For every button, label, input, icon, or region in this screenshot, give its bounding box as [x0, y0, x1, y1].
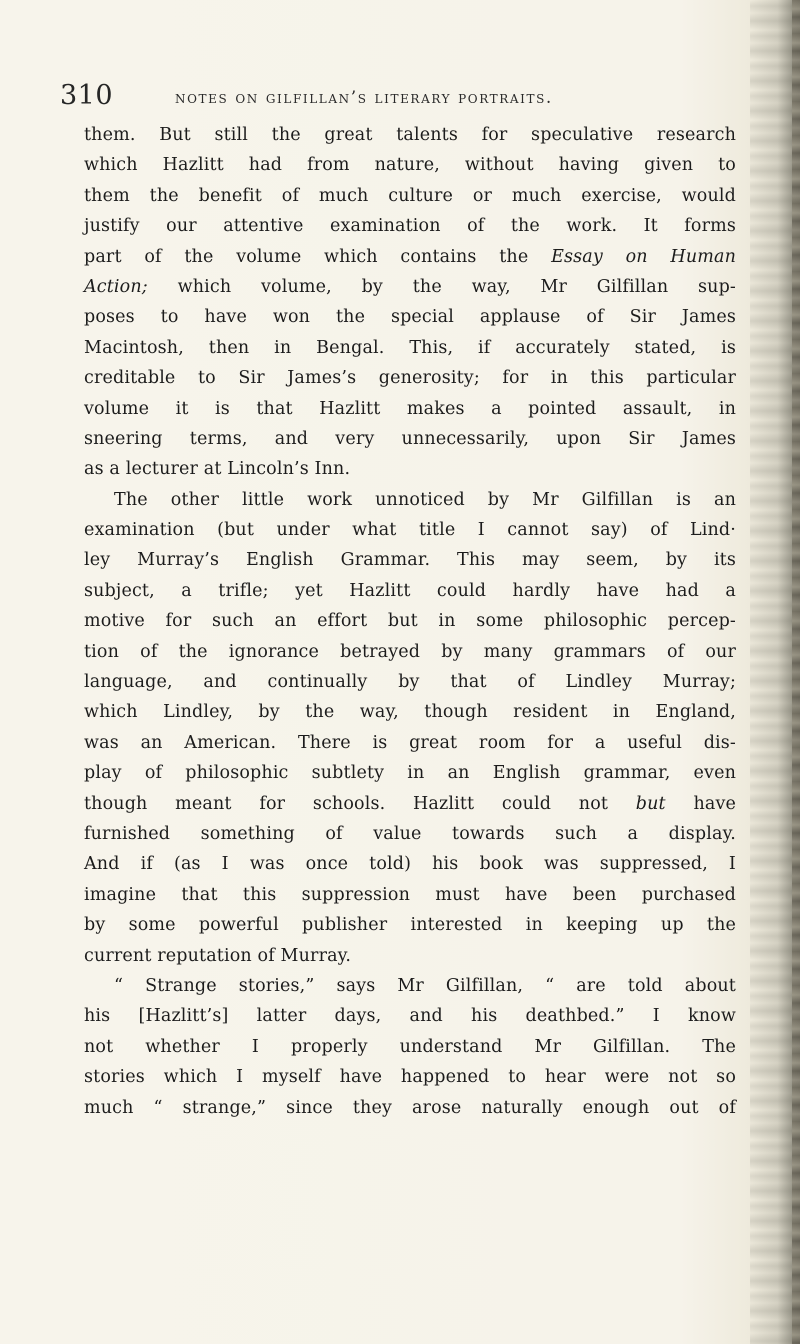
text-run: furnished something of value towards such a display.: [84, 823, 736, 844]
text-line: [84, 363, 736, 393]
text-run: motive for such an effort but in some philosophic percep-: [84, 611, 736, 632]
page-edge-binding: [792, 0, 800, 1344]
text-run: much “ strange,” since they arose naturally enough out of: [84, 1097, 736, 1118]
text-run: tion of the ignorance betrayed by many grammars of our: [84, 641, 736, 662]
text-run: which Hazlitt had from nature, without having given to: [84, 155, 736, 176]
text-run: volume it is that Hazlitt makes a pointed assault, in: [84, 398, 736, 419]
text-line: [84, 394, 736, 424]
text-run: current reputation of Murray.: [84, 945, 352, 966]
text-run: was an American. There is great room for a useful dis-: [84, 732, 736, 753]
text-run: sneering terms, and very unnecessarily, upon Sir James: [84, 428, 736, 449]
text-line: [84, 819, 736, 849]
text-run: not whether I properly understand Mr Gilfillan. The: [84, 1036, 736, 1057]
text-line: [84, 181, 736, 211]
text-line: [84, 1001, 736, 1031]
text-line: [84, 576, 736, 606]
text-line: [84, 971, 736, 1001]
text-run: And if (as I was once told) his book was suppressed, I: [84, 854, 736, 875]
text-line: [84, 667, 736, 697]
text-run: play of philosophic subtlety in an English grammar, even: [84, 763, 736, 784]
text-run: creditable to Sir James’s generosity; for in this particular: [84, 368, 736, 389]
text-run: ley Murray’s English Grammar. This may seem, by its: [84, 550, 736, 571]
text-line: [84, 637, 736, 667]
text-line: [84, 485, 736, 515]
text-line: [84, 515, 736, 545]
text-line: [84, 424, 736, 454]
text-line: [84, 728, 736, 758]
text-run: subject, a trifle; yet Hazlitt could hardly have had a: [84, 580, 736, 601]
text-line: [84, 1032, 736, 1062]
text-line: [84, 789, 736, 819]
text-line: [84, 242, 736, 272]
text-line: [84, 880, 736, 910]
text-line: [84, 333, 736, 363]
italic-text: Action;: [84, 276, 148, 297]
text-run: which Lindley, by the way, though resident in England,: [84, 702, 736, 723]
text-run: Macintosh, then in Bengal. This, if accurately stated, is: [84, 337, 736, 358]
text-line: [84, 211, 736, 241]
text-run: examination (but under what title I cannot say) of Lind·: [84, 520, 736, 541]
text-line: [84, 606, 736, 636]
text-line: [84, 1062, 736, 1092]
text-line: [84, 697, 736, 727]
text-run: justify our attentive examination of the work. It forms: [84, 216, 736, 237]
page-header: [60, 78, 740, 118]
text-run: stories which I myself have happened to hear were not so: [84, 1067, 736, 1088]
text-line: [84, 302, 736, 332]
text-run: The other little work unnoticed by Mr Gilfillan is an: [114, 489, 736, 510]
text-line: [84, 910, 736, 940]
text-run: which volume, by the way, Mr Gilfillan sup-: [147, 276, 736, 297]
text-run: part of the volume which contains the: [84, 246, 552, 267]
text-line: [84, 272, 736, 302]
text-run: his [Hazlitt’s] latter days, and his deathbed.” I know: [84, 1006, 736, 1027]
text-line: [84, 454, 736, 484]
italic-text: Essay on Human: [551, 246, 736, 267]
text-line: [84, 1093, 736, 1123]
text-run: though meant for schools. Hazlitt could not: [84, 793, 636, 814]
text-run: have: [665, 793, 736, 814]
text-line: [84, 120, 736, 150]
text-run: “ Strange stories,” says Mr Gilfillan, “ are told about: [114, 975, 736, 996]
running-head: notes on gilfillan’s literary portraits.: [175, 88, 553, 108]
text-run: by some powerful publisher interested in keeping up the: [84, 915, 736, 936]
text-line: [84, 150, 736, 180]
text-run: poses to have won the special applause of Sir James: [84, 307, 736, 328]
text-line: [84, 849, 736, 879]
text-run: them. But still the great talents for speculative research: [84, 125, 736, 145]
italic-text: but: [635, 793, 666, 814]
page-number: 310: [60, 80, 114, 111]
text-run: as a lecturer at Lincoln’s Inn.: [84, 459, 351, 480]
text-line: [84, 545, 736, 575]
text-run: imagine that this suppression must have been purchased: [84, 884, 736, 905]
text-run: them the benefit of much culture or much exercise, would: [84, 185, 736, 206]
text-run: language, and continually by that of Lindley Murray;: [84, 672, 736, 693]
text-line: [84, 758, 736, 788]
body-text: [84, 120, 736, 1123]
text-line: [84, 941, 736, 971]
